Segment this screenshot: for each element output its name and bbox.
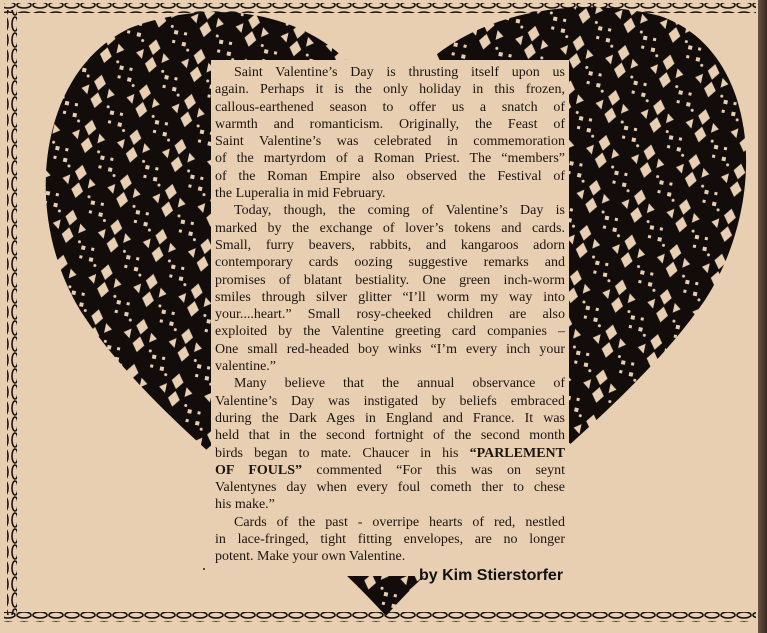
text-segment: the Luperalia in mid February. <box>215 186 386 202</box>
text-line <box>215 202 565 219</box>
text-segment: marked by the exchange of lover’s tokens and cards. <box>215 220 565 236</box>
text-line <box>215 81 565 98</box>
text-segment: One small red-headed boy winks “I’m every inch your <box>215 341 565 357</box>
text-segment: warmth and romanticism. Originally, the Feast of <box>215 116 565 132</box>
paragraph <box>215 514 565 566</box>
text-segment: birds began to mate. Chaucer in his <box>215 445 470 461</box>
text-line <box>215 445 565 462</box>
text-segment: in lace-fringed, tight fitting envelopes, are no longer <box>215 532 565 548</box>
bold-title-text: OF FOULS” <box>215 462 303 478</box>
text-line <box>215 254 565 271</box>
text-line <box>215 99 565 116</box>
text-segment: Valentine’s Day was instigated by beliefs embraced <box>215 393 565 409</box>
border-top <box>4 3 756 13</box>
text-line <box>215 479 565 496</box>
text-segment: Today, though, the coming of Valentine’s Day is <box>234 203 565 219</box>
text-segment: again. Perhaps it is the only holiday in this frozen, <box>215 82 565 98</box>
text-line <box>215 116 565 133</box>
byline: by Kim Stierstorfer <box>419 567 564 584</box>
scan-edge <box>758 0 767 633</box>
text-segment: of the Roman Empire also observed the Festival of <box>215 168 565 184</box>
text-segment: smiles through silver glitter “I’ll worm my way into <box>215 289 565 305</box>
text-segment: Cards of the past - overripe hearts of red, nestled <box>234 514 565 530</box>
text-line <box>215 393 565 410</box>
text-line <box>215 237 565 254</box>
text-line <box>215 531 565 548</box>
border-bottom <box>4 612 756 622</box>
text-line <box>215 64 565 81</box>
text-line <box>215 358 565 375</box>
text-line <box>215 462 565 479</box>
text-segment: exploited by the Valentine greeting card companies – <box>215 324 565 340</box>
text-segment: potent. Make your own Valentine. <box>215 549 406 565</box>
text-line <box>215 496 565 513</box>
text-segment: promises of blatant bestiality. One green inch-worm <box>215 272 565 288</box>
bold-title-text: “PARLEMENT <box>469 445 565 461</box>
text-line <box>215 185 565 202</box>
text-segment: Saint Valentine’s Day is thrusting itself upon us <box>234 65 565 80</box>
text-segment: Small, furry beavers, rabbits, and kangaroos adorn <box>215 237 565 253</box>
text-segment: callous-earthened season to offer us a snatch of <box>215 99 565 115</box>
text-line <box>215 289 565 306</box>
text-line <box>215 323 565 340</box>
article-body <box>215 64 565 566</box>
paragraph <box>215 375 565 513</box>
text-segment: your....heart.” Small rosy-cheeked children are also <box>215 307 565 323</box>
text-line <box>215 133 565 150</box>
text-line <box>215 272 565 289</box>
text-segment: valentine.” <box>215 359 277 375</box>
text-segment: Valentynes day when every foul cometh ther to chese <box>215 480 565 496</box>
print-speck <box>203 568 205 570</box>
text-line <box>215 168 565 185</box>
text-line <box>215 375 565 392</box>
text-segment: held that in the second fortnight of the second month <box>215 428 565 444</box>
border-left <box>7 10 17 615</box>
text-segment: his make.” <box>215 497 275 513</box>
text-line <box>215 220 565 237</box>
text-segment: commented “For this was on seynt <box>302 462 565 478</box>
paragraph <box>215 202 565 375</box>
text-line <box>215 427 565 444</box>
text-line <box>215 548 565 565</box>
text-segment: during the Dark Ages in England and France. It was <box>215 410 565 426</box>
text-line <box>215 306 565 323</box>
text-segment: of the martyrdom of a Roman Priest. The “members” <box>215 151 565 167</box>
text-line <box>215 514 565 531</box>
text-segment: Saint Valentine’s was celebrated in commemoration <box>215 134 565 150</box>
text-line <box>215 410 565 427</box>
text-segment: Many believe that the annual observance of <box>234 376 565 392</box>
text-segment: contemporary cards oozing suggestive remarks and <box>215 255 565 271</box>
text-line <box>215 150 565 167</box>
text-line <box>215 341 565 358</box>
paragraph <box>215 64 565 202</box>
